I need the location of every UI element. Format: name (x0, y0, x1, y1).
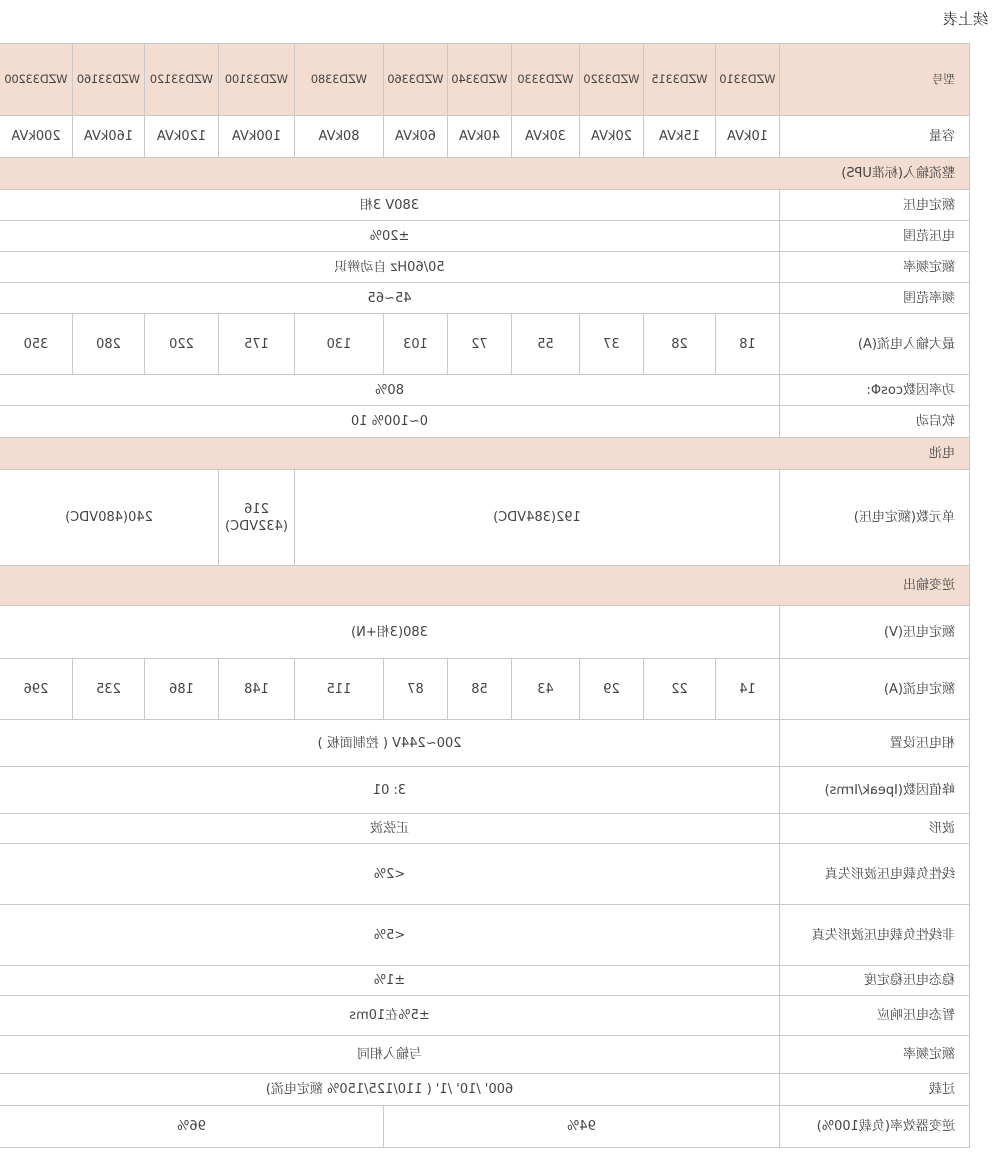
current-cell: 220 (145, 314, 219, 375)
row-label: 非线性负载电压波形失真 (780, 905, 970, 966)
rectifier-frequency-range-row (0, 283, 970, 314)
max-input-current-row (0, 314, 970, 375)
inverter-rated-frequency-row (0, 1036, 970, 1074)
row-label: 电压范围 (780, 221, 970, 252)
row-label: 频率范围 (780, 283, 970, 314)
rectifier-voltage-range-row (0, 221, 970, 252)
capacity-cell: 60kVA (384, 116, 448, 158)
efficiency-group-94: 94% (384, 1106, 780, 1148)
current-cell: 115 (295, 659, 384, 720)
waveform-row (0, 814, 970, 844)
section-title: 整流输入(标准UPS) (0, 158, 970, 190)
battery-group-240: 240(480VDC) (0, 470, 219, 566)
current-cell: 43 (512, 659, 580, 720)
current-cell: 280 (73, 314, 145, 375)
model-cell: WZD33120 (145, 44, 219, 116)
row-value: 380V 3相 (0, 190, 780, 221)
model-cell: WZD3380 (295, 44, 384, 116)
rectifier-rated-voltage-row (0, 190, 970, 221)
section-header-battery (0, 438, 970, 470)
model-cell: WZD3310 (716, 44, 780, 116)
row-value: ±1% (0, 966, 780, 996)
current-cell: 175 (219, 314, 295, 375)
efficiency-row (0, 1106, 970, 1148)
transient-response-row (0, 996, 970, 1036)
model-cell: WZD3330 (512, 44, 580, 116)
ups-spec-table (0, 43, 970, 1148)
page-title: 续上表 (942, 10, 988, 28)
model-cell: WZD3340 (448, 44, 512, 116)
soft-start-row (0, 406, 970, 438)
battery-group-216-line2: (432VDC) (225, 518, 288, 534)
inverter-rated-voltage-row (0, 606, 970, 659)
row-label: 软启动 (780, 406, 970, 438)
current-cell: 58 (448, 659, 512, 720)
model-cell: WZD33200 (0, 44, 73, 116)
section-title: 逆变输出 (0, 566, 970, 606)
battery-group-192: 192(384VDC) (295, 470, 780, 566)
capacity-cell: 120kVA (145, 116, 219, 158)
row-label: 线性负载电压波形失真 (780, 844, 970, 905)
current-cell: 148 (219, 659, 295, 720)
steady-regulation-row (0, 966, 970, 996)
row-label: 波形 (780, 814, 970, 844)
row-value: ±5%在10ms (0, 996, 780, 1036)
row-value: 200~244V ( 控制面板 ) (0, 720, 780, 767)
capacity-cell: 40kVA (448, 116, 512, 158)
model-cell: WZD33100 (219, 44, 295, 116)
current-cell: 103 (384, 314, 448, 375)
current-cell: 87 (384, 659, 448, 720)
capacity-cell: 15kVA (644, 116, 716, 158)
row-value: <5% (0, 905, 780, 966)
battery-group-216 (219, 470, 295, 566)
current-cell: 55 (512, 314, 580, 375)
nonlinear-thd-row (0, 905, 970, 966)
capacity-cell: 160kVA (73, 116, 145, 158)
current-cell: 28 (644, 314, 716, 375)
row-label: 额定频率 (780, 252, 970, 283)
row-label: 相电压设置 (780, 720, 970, 767)
battery-cell-count-row (0, 470, 970, 566)
row-label: 最大输入电流(A) (780, 314, 970, 375)
row-label: 额定电流(A) (780, 659, 970, 720)
row-value: ±20% (0, 221, 780, 252)
model-cell: WZD3360 (384, 44, 448, 116)
capacity-cell: 30kVA (512, 116, 580, 158)
capacity-cell: 80kVA (295, 116, 384, 158)
current-cell: 37 (580, 314, 644, 375)
row-label: 额定电压 (780, 190, 970, 221)
current-cell: 296 (0, 659, 73, 720)
capacity-row (0, 116, 970, 158)
row-label: 逆变器效率(负载100%) (780, 1106, 970, 1148)
phase-voltage-setting-row (0, 720, 970, 767)
rectifier-rated-frequency-row (0, 252, 970, 283)
row-value: 正弦波 (0, 814, 780, 844)
row-label: 额定频率 (780, 1036, 970, 1074)
efficiency-group-96: 96% (0, 1106, 384, 1148)
row-label: 功率因数cosΦ: (780, 375, 970, 406)
model-row (0, 44, 970, 116)
row-label: 峰值因数(Ipeak/Irms) (780, 767, 970, 814)
current-cell: 186 (145, 659, 219, 720)
current-cell: 130 (295, 314, 384, 375)
battery-group-216-line1: 216 (244, 501, 269, 517)
row-label: 暂态电压响应 (780, 996, 970, 1036)
row-value: 3: 01 (0, 767, 780, 814)
section-header-inverter (0, 566, 970, 606)
capacity-cell: 100kVA (219, 116, 295, 158)
row-value: 600' /10' /1' ( 110/125/150% 额定电流) (0, 1074, 780, 1106)
current-cell: 235 (73, 659, 145, 720)
section-title: 电池 (0, 438, 970, 470)
current-cell: 14 (716, 659, 780, 720)
linear-thd-row (0, 844, 970, 905)
current-cell: 29 (580, 659, 644, 720)
row-value: 50/60Hz 自动辨识 (0, 252, 780, 283)
row-label: 型号 (780, 44, 970, 116)
capacity-cell: 20kVA (580, 116, 644, 158)
power-factor-row (0, 375, 970, 406)
model-cell: WZD3320 (580, 44, 644, 116)
row-label: 容量 (780, 116, 970, 158)
current-cell: 72 (448, 314, 512, 375)
current-cell: 18 (716, 314, 780, 375)
capacity-cell: 10kVA (716, 116, 780, 158)
row-value: 0~100% 10 (0, 406, 780, 438)
row-value: 380(3相+N) (0, 606, 780, 659)
inverter-rated-current-row (0, 659, 970, 720)
row-value: <2% (0, 844, 780, 905)
row-value: 80% (0, 375, 780, 406)
row-label: 单元数(额定电压) (780, 470, 970, 566)
row-value: 与输入相同 (0, 1036, 780, 1074)
row-label: 额定电压(V) (780, 606, 970, 659)
row-label: 稳态电压稳定度 (780, 966, 970, 996)
section-header-rectifier (0, 158, 970, 190)
row-value: 45~65 (0, 283, 780, 314)
model-cell: WZD33160 (73, 44, 145, 116)
current-cell: 22 (644, 659, 716, 720)
capacity-cell: 200kVA (0, 116, 73, 158)
overload-row (0, 1074, 970, 1106)
row-label: 过载 (780, 1074, 970, 1106)
model-cell: WZD3315 (644, 44, 716, 116)
battery-group-216-text (225, 501, 288, 535)
crest-factor-row (0, 767, 970, 814)
current-cell: 350 (0, 314, 73, 375)
